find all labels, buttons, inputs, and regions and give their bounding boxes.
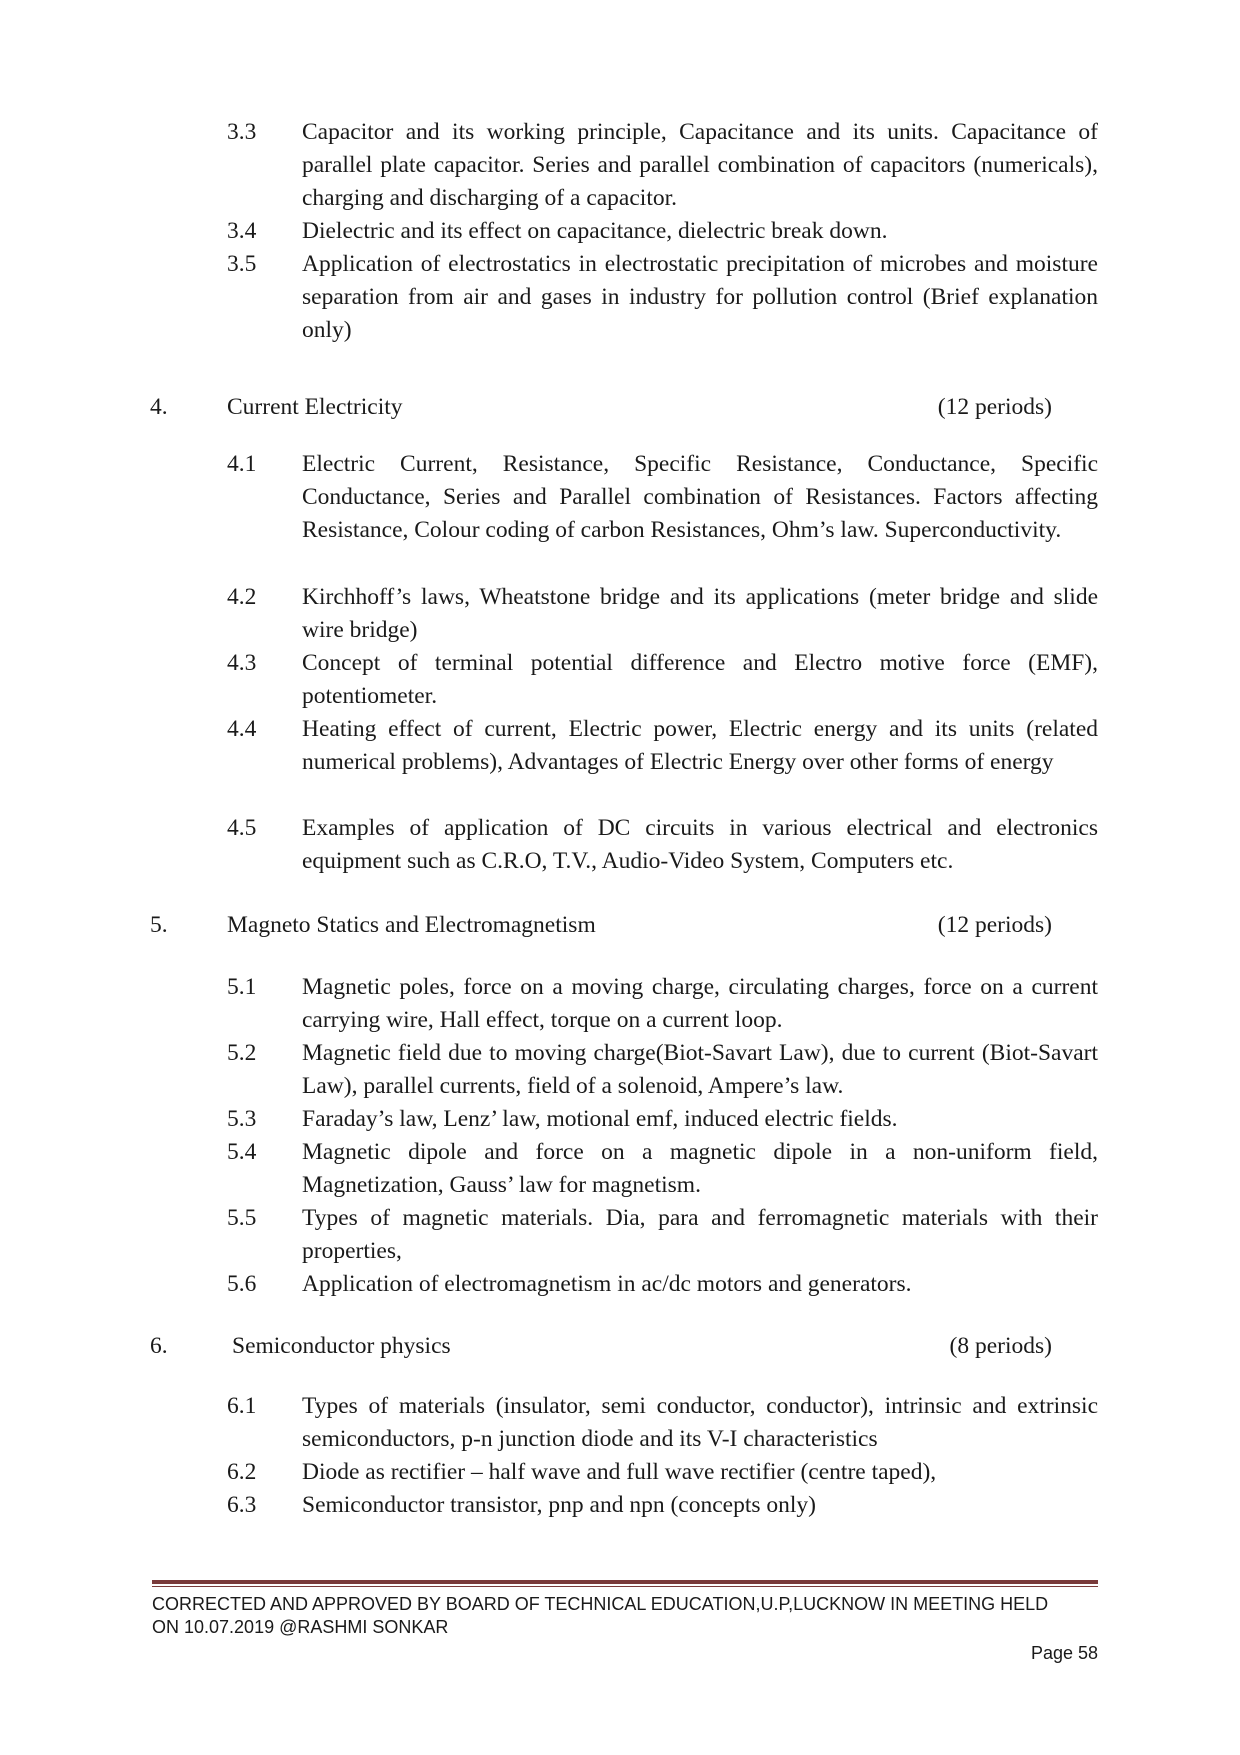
section-periods: (8 periods) <box>949 1333 1052 1359</box>
list-item-4-4 <box>227 713 1098 779</box>
item-number: 3.3 <box>227 119 257 145</box>
item-text: Semiconductor transistor, pnp and npn (concepts only) <box>302 1492 816 1518</box>
list-item-3-5 <box>227 248 1098 348</box>
section-periods: (12 periods) <box>937 394 1052 420</box>
item-text: Kirchhoff’s laws, Wheatstone bridge and its applications (meter bridge and slide wire bridge) <box>302 584 1098 644</box>
item-number: 3.4 <box>227 218 257 244</box>
item-text: Concept of terminal potential difference and Electro motive force (EMF), potentiometer. <box>302 650 1098 710</box>
item-number: 3.5 <box>227 251 257 277</box>
list-item-4-2 <box>227 581 1098 647</box>
section-title: Semiconductor physics <box>232 1333 451 1359</box>
item-number: 4.4 <box>227 716 257 742</box>
footer-divider-thin <box>152 1586 1098 1587</box>
list-item-6-1 <box>227 1390 1098 1456</box>
list-item-3-4 <box>227 215 1098 248</box>
list-item-5-4 <box>227 1136 1098 1202</box>
item-text: Application of electrostatics in electrostatic precipitation of microbes and moisture separation from air and gases in industry for pollution control (Brief explanation only) <box>302 251 1098 344</box>
list-item-3-3 <box>227 116 1098 216</box>
item-text: Faraday’s law, Lenz’ law, motional emf, induced electric fields. <box>302 1106 898 1132</box>
item-text: Types of magnetic materials. Dia, para and ferromagnetic materials with their properties, <box>302 1205 1098 1265</box>
item-text: Application of electromagnetism in ac/dc motors and generators. <box>302 1271 912 1297</box>
section-title: Current Electricity <box>227 394 403 420</box>
item-number: 5.2 <box>227 1040 257 1066</box>
item-number: 6.3 <box>227 1492 257 1518</box>
item-text: Magnetic dipole and force on a magnetic dipole in a non-uniform field, Magnetization, Gauss’ law for magnetism. <box>302 1139 1098 1199</box>
item-number: 5.5 <box>227 1205 257 1231</box>
item-text: Magnetic field due to moving charge(Biot-Savart Law), due to current (Biot-Savart Law), parallel currents, field of a solenoid, Ampere’s law. <box>302 1040 1098 1100</box>
list-item-5-1 <box>227 971 1098 1037</box>
list-item-6-3 <box>227 1489 1098 1522</box>
footer-divider <box>152 1580 1098 1584</box>
footer-note <box>152 1593 1098 1639</box>
footer-line-2: ON 10.07.2019 @RASHMI SONKAR <box>152 1617 449 1637</box>
item-text: Heating effect of current, Electric power, Electric energy and its units (related numerical problems), Advantages of Electric Energy over other forms of energy <box>302 716 1098 776</box>
section-number: 6. <box>150 1333 168 1359</box>
section-number: 5. <box>150 912 168 938</box>
item-number: 5.6 <box>227 1271 257 1297</box>
item-text: Capacitor and its working principle, Capacitance and its units. Capacitance of parallel plate capacitor. Series and parallel combination of capacitors (numericals), charging and discharging of a capacitor. <box>302 119 1098 212</box>
item-number: 4.2 <box>227 584 257 610</box>
item-number: 4.1 <box>227 451 257 477</box>
item-number: 6.2 <box>227 1459 257 1485</box>
list-item-6-2 <box>227 1456 1098 1489</box>
item-number: 6.1 <box>227 1393 257 1419</box>
list-item-5-3 <box>227 1103 1098 1136</box>
list-item-4-1 <box>227 448 1098 548</box>
item-text: Magnetic poles, force on a moving charge, circulating charges, force on a current carrying wire, Hall effect, torque on a current loop. <box>302 974 1098 1034</box>
item-number: 4.5 <box>227 815 257 841</box>
item-text: Dielectric and its effect on capacitance, dielectric break down. <box>302 218 888 244</box>
list-item-4-3 <box>227 647 1098 713</box>
section-periods: (12 periods) <box>937 912 1052 938</box>
item-number: 4.3 <box>227 650 257 676</box>
item-text: Types of materials (insulator, semi conductor, conductor), intrinsic and extrinsic semiconductors, p-n junction diode and its V-I characteristics <box>302 1393 1098 1453</box>
section-title: Magneto Statics and Electromagnetism <box>227 912 596 938</box>
item-number: 5.1 <box>227 974 257 1000</box>
list-item-5-2 <box>227 1037 1098 1103</box>
item-text: Examples of application of DC circuits in various electrical and electronics equipment such as C.R.O, T.V., Audio-Video System, Computers etc. <box>302 815 1098 875</box>
page-number: Page 58 <box>1030 1643 1098 1663</box>
item-text: Electric Current, Resistance, Specific Resistance, Conductance, Specific Conductance, Series and Parallel combination of Resistances. Factors affecting Resistance, Colour coding of carbon Resistances, Ohm’s law. Superconductivity. <box>302 451 1098 544</box>
item-number: 5.4 <box>227 1139 257 1165</box>
list-item-5-6 <box>227 1268 1098 1301</box>
item-number: 5.3 <box>227 1106 257 1132</box>
footer-line-1: CORRECTED AND APPROVED BY BOARD OF TECHNICAL EDUCATION,U.P,LUCKNOW IN MEETING HELD <box>152 1594 1049 1614</box>
item-text: Diode as rectifier – half wave and full wave rectifier (centre taped), <box>302 1459 937 1485</box>
list-item-5-5 <box>227 1202 1098 1268</box>
list-item-4-5 <box>227 812 1098 878</box>
section-number: 4. <box>150 394 168 420</box>
